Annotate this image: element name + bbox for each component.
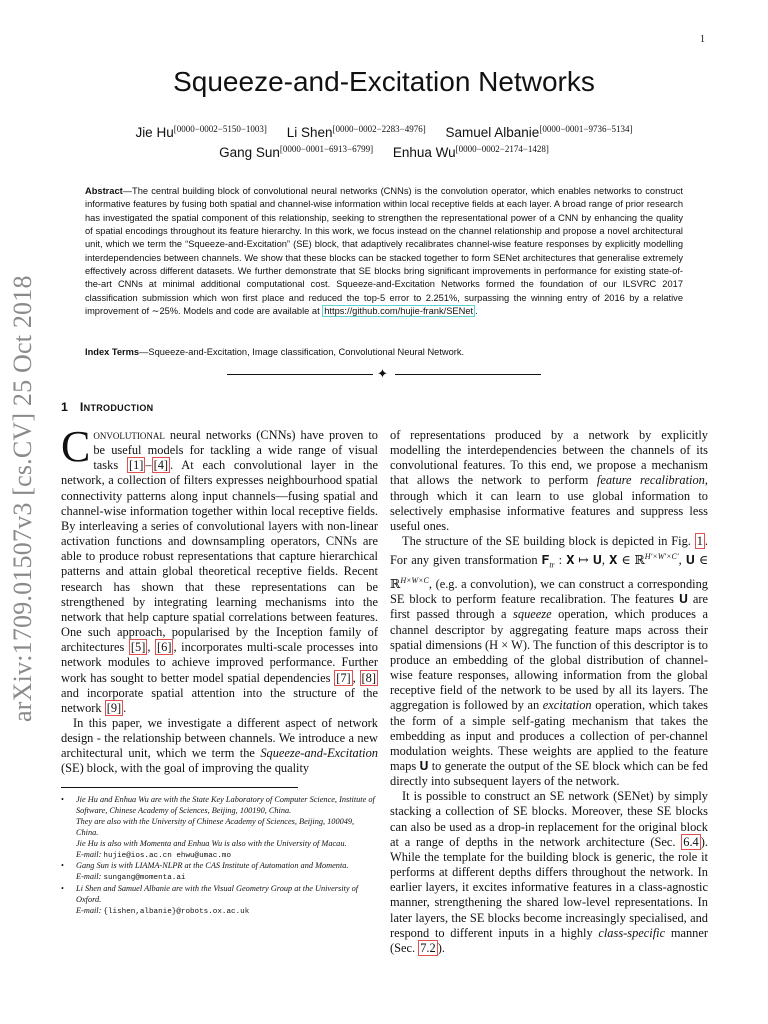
email-address: sungang@momenta.ai: [103, 874, 186, 883]
paragraph: of representations produced by a network by explicitly modelling the interdependencies between the channels of its convolutional features. To this end, we propose a mechanism that allows the network to perform feature recalibration, through which it can learn to use global information to selectively emphasise informative features and suppress less useful ones.: [390, 428, 708, 533]
paragraph: Convolutional neural networks (CNNs) have proven to be useful models for tackling a wide range of visual tasks [1] – [4] . At each convolutional layer in the network, a collection of filters expresses neighbourhood spatial connectivity patterns along input channels—fusing spatial and channel-wise information together within local receptive fields. By interleaving a series of convolutional layers with non-linear activation functions and downsampling operators, CNNs are able to produce robust representations that capture hierarchical patterns and attain global theoretical receptive fields. Recent research has shown that these representations can be strengthened by integrating learning mechanisms into the network that help capture spatial correlations between features. One such approach, popularised by the Inception family of architectures [5] , [6] , incorporates multi-scale processes into network modules to achieve improved performance. Further work has sought to better model spatial dependencies [7] , [8] and incorporate spatial attention into the structure of the network [9] .: [61, 422, 378, 715]
author: Li Shen[0000−0002−2283−4976]: [286, 124, 426, 140]
email-address: hujie@ios.ac.cn ehwu@umac.mo: [103, 851, 232, 860]
footnote: • Li Shen and Samuel Albanie are with the Visual Geometry Group at the University of Oxford. E-mail: {lishen,albanie}@robots.ox.ac.uk: [61, 884, 359, 917]
drop-cap: C: [61, 422, 91, 471]
citation-link[interactable]: [5]: [130, 640, 146, 655]
index-terms-label: Index Terms: [85, 347, 140, 357]
abstract-label: Abstract: [85, 186, 123, 196]
abstract: Abstract—The central building block of convolutional neural networks (CNNs) is the convolution operator, which enables networks to construct informative features by fusing both spatial and channel-wise information within local receptive fields at each layer. A broad range of prior research has investigated the spatial component of this relationship, seeking to strengthen the representational power of a CNN by enhancing the quality of spatial encodings throughout its feature hierarchy. In this work, we focus instead on the channel relationship and propose a novel architectural unit, which we term the “Squeeze-and-Excitation” (SE) block, that adaptively recalibrates channel-wise feature responses by explicitly modelling interdependencies between channels. We show that these blocks can be stacked together to form SENet architectures that generalise extremely effectively across different datasets. We further demonstrate that SE blocks bring significant improvements in performance for existing state-of-the-art CNNs at minimal additional computational cost. Squeeze-and-Excitation Networks formed the foundation of our ILSVRC 2017 classification submission which won first place and reduced the top-5 error to 2.251%, surpassing the winning entry of 2016 by a relative improvement of ∼25%. Models and code are available at https://github.com/hujie-frank/SENet .: [85, 186, 683, 317]
arxiv-identifier-stamp: arXiv:1709.01507v3 [cs.CV] 25 Oct 2018: [8, 275, 37, 722]
paragraph: The structure of the SE building block is depicted in Fig. 1 . For any given transformation 𝐅$_{tr}$ : 𝐗 ↦ 𝐔, 𝐗 ∈ ℝ$^{H'\times W'\times C'}$, 𝐔 ∈ ℝ$^{H\times W\times C}$, (e.g. a convolution), we can construct a corresponding SE block to perform feature recalibration. The features 𝐔 are first passed through a squeeze operation, which produces a channel descriptor by aggregating feature maps across their spatial dimensions (H × W). The function of this descriptor is to produce an embedding of the global distribution of channel-wise feature responses, allowing information from the global receptive field of the network to be used by all its layers. The aggregation is followed by an excitation operation, which takes the form of a simple self-gating mechanism that takes the embedding as input and produces a collection of per-channel modulation weights. These weights are applied to the feature maps 𝐔 to generate the output of the SE block which can be fed directly into subsequent layers of the network.: [390, 534, 708, 789]
citation-link[interactable]: [6]: [157, 640, 172, 655]
divider-star-icon: ✦: [377, 366, 388, 381]
paper-title: Squeeze-and-Excitation Networks: [173, 66, 595, 97]
citation-link[interactable]: [8]: [361, 670, 376, 685]
email-address: {lishen,albanie}@robots.ox.ac.uk: [103, 908, 250, 917]
abstract-text: —The central building block of convolutional neural networks (CNNs) is the convolution operator, which enables networks to construct informative features by fusing both spatial and channel-wise information within local receptive fields at each layer. A broad range of prior research has investigated the spatial component of this relationship, seeking to strengthen the representational power of a CNN by enhancing the quality of spatial encodings throughout its feature hierarchy. In this work, we focus instead on the channel relationship and propose a novel architectural unit, which we term the “Squeeze-and-Excitation” (SE) block, that adaptively recalibrates channel-wise feature responses by explicitly modelling interdependencies between channels. We show that these blocks can be stacked together to form SENet architectures that generalise extremely effectively across different datasets. We further demonstrate that SE blocks bring significant improvements in performance for existing state-of-the-art CNNs at minimal additional computational cost. Squeeze-and-Excitation Networks formed the foundation of our ILSVRC 2017 classification submission which won first place and reduced the top-5 error to 2.251%, surpassing the winning entry of 2016 by a relative improvement of ∼25%. Models and code are available at: [85, 186, 683, 317]
footnote: • Gang Sun is with LIAMA-NLPR at the CAS Institute of Automation and Momenta. E-mail: sungang@momenta.ai: [61, 861, 349, 883]
author: Enhua Wu[0000−0002−2174−1428]: [392, 144, 549, 160]
orcid: [0000−0001−6913−6799]: [279, 144, 374, 154]
citation-link[interactable]: [1]: [128, 458, 144, 473]
citation-link[interactable]: [7]: [336, 670, 351, 685]
section-link[interactable]: 7.2: [420, 940, 436, 955]
section-link[interactable]: 6.4: [683, 834, 699, 849]
right-column: [390, 428, 708, 956]
orcid: [0000−0002−2283−4976]: [332, 124, 426, 134]
orcid: [0000−0002−2174−1428]: [455, 144, 549, 154]
footnotes: [61, 795, 378, 918]
left-column: [61, 422, 378, 777]
orcid: [0000−0002−5150−1003]: [173, 124, 267, 134]
index-terms-text: —Squeeze-and-Excitation, Image classification, Convolutional Neural Network.: [139, 347, 465, 357]
author-line-2: [0, 144, 768, 160]
index-terms: [85, 347, 683, 357]
code-link[interactable]: https://github.com/hujie-frank/SENet: [324, 306, 474, 317]
paragraph: It is possible to construct an SE network (SENet) by simply stacking a collection of SE blocks. Moreover, these SE blocks can also be used as a drop-in replacement for the original block at a range of depths in the network architecture (Sec. 6.4 ). While the template for the building block is generic, the role it performs at different depths differs throughout the network. In earlier layers, it excites informative features in a class-agnostic manner, strengthening the shared low-level representations. In later layers, the SE blocks become increasingly specialised, and respond to different inputs in a highly class-specific manner (Sec. 7.2 ).: [390, 789, 708, 955]
section-heading: 1 Introduction: [61, 400, 154, 414]
author: Gang Sun[0000−0001−6913−6799]: [219, 144, 374, 160]
section-divider: [227, 366, 541, 381]
citation-link[interactable]: [9]: [106, 700, 122, 715]
citation-link[interactable]: [4]: [153, 458, 169, 473]
orcid: [0000−0001−9736−5134]: [539, 124, 633, 134]
figure-link[interactable]: 1: [696, 534, 703, 549]
author-line-1: [0, 124, 768, 140]
paragraph: In this paper, we investigate a different aspect of network design - the relationship between channels. We introduce a new architectural unit, which we term the Squeeze-and-Excitation (SE) block, with the goal of improving the quality: [61, 715, 378, 776]
footnote-rule: [61, 787, 298, 788]
page-number: 1: [700, 34, 705, 45]
footnote: • Jie Hu and Enhua Wu are with the State Key Laboratory of Computer Science, Institute of Software, Chinese Academy of Sciences, Beijing, 100190, China. They are also with the University of Chinese Academy of Sciences, Beijing, 100049, China. Jie Hu is also with Momenta and Enhua Wu is also with the University of Macau. E-mail: hujie@ios.ac.cn ehwu@umac.mo: [61, 795, 375, 860]
author: Samuel Albanie[0000−0001−9736−5134]: [445, 124, 633, 140]
author: Jie Hu[0000−0002−5150−1003]: [135, 124, 267, 140]
